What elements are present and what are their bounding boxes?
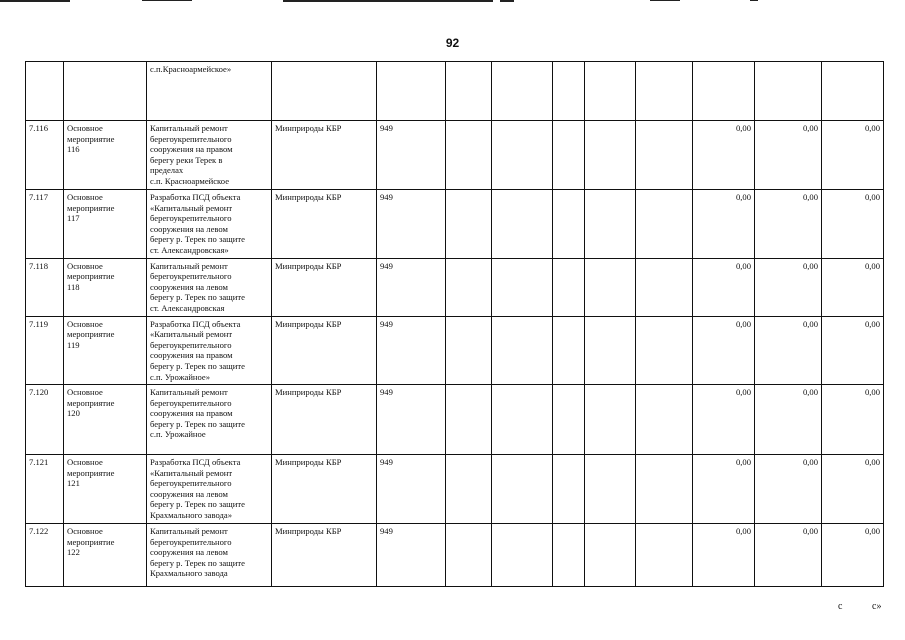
empty-cell xyxy=(446,455,492,524)
row-kind: Основное мероприятие 120 xyxy=(64,385,147,455)
row-number: 7.121 xyxy=(26,455,64,524)
table-row xyxy=(26,121,884,190)
row-value: 0,00 xyxy=(755,524,822,587)
row-value: 0,00 xyxy=(693,258,755,316)
scan-top-line xyxy=(0,0,70,2)
row-name: Разработка ПСД объекта «Капитальный ремонт берегоукрепительного сооружения на левом берегу р. Терек по защите Крахмального завода» xyxy=(147,455,272,524)
empty-cell xyxy=(585,455,636,524)
row-value: 0,00 xyxy=(693,385,755,455)
empty-cell xyxy=(492,385,553,455)
row-number: 7.120 xyxy=(26,385,64,455)
empty-cell xyxy=(636,385,693,455)
row-executor: Минприроды КБР xyxy=(272,524,377,587)
row-value xyxy=(755,62,822,121)
row-code: 949 xyxy=(377,524,446,587)
empty-cell xyxy=(585,190,636,259)
empty-cell xyxy=(636,524,693,587)
row-number xyxy=(26,62,64,121)
empty-cell xyxy=(585,524,636,587)
row-value: 0,00 xyxy=(755,258,822,316)
empty-cell xyxy=(585,385,636,455)
empty-cell xyxy=(553,62,585,121)
empty-cell xyxy=(492,62,553,121)
empty-cell xyxy=(553,316,585,385)
row-value: 0,00 xyxy=(755,385,822,455)
table-row xyxy=(26,455,884,524)
row-value: 0,00 xyxy=(822,455,884,524)
scan-top-line xyxy=(283,0,493,2)
empty-cell xyxy=(492,121,553,190)
row-value: 0,00 xyxy=(693,524,755,587)
row-name: Капитальный ремонт берегоукрепительного сооружения на правом берегу реки Терек в пределах с.п. Красноармейское xyxy=(147,121,272,190)
empty-cell xyxy=(636,62,693,121)
row-kind: Основное мероприятие 121 xyxy=(64,455,147,524)
row-value: 0,00 xyxy=(822,190,884,259)
empty-cell xyxy=(446,316,492,385)
row-executor: Минприроды КБР xyxy=(272,316,377,385)
row-code: 949 xyxy=(377,316,446,385)
scan-top-line xyxy=(500,0,514,2)
empty-cell xyxy=(553,121,585,190)
empty-cell xyxy=(636,258,693,316)
empty-cell xyxy=(446,62,492,121)
scan-top-line xyxy=(650,0,680,1)
row-code: 949 xyxy=(377,258,446,316)
empty-cell xyxy=(492,190,553,259)
empty-cell xyxy=(553,385,585,455)
empty-cell xyxy=(553,258,585,316)
empty-cell xyxy=(446,121,492,190)
row-kind: Основное мероприятие 122 xyxy=(64,524,147,587)
row-number: 7.118 xyxy=(26,258,64,316)
empty-cell xyxy=(492,316,553,385)
row-value: 0,00 xyxy=(755,455,822,524)
row-kind: Основное мероприятие 117 xyxy=(64,190,147,259)
empty-cell xyxy=(585,316,636,385)
row-value: 0,00 xyxy=(822,316,884,385)
row-value: 0,00 xyxy=(822,258,884,316)
table-row xyxy=(26,316,884,385)
row-value xyxy=(822,62,884,121)
empty-cell xyxy=(636,316,693,385)
row-number: 7.117 xyxy=(26,190,64,259)
row-value: 0,00 xyxy=(693,190,755,259)
row-value: 0,00 xyxy=(822,121,884,190)
table-row xyxy=(26,190,884,259)
row-code: 949 xyxy=(377,121,446,190)
empty-cell xyxy=(446,385,492,455)
footer-mark: с» xyxy=(872,601,882,612)
row-kind: Основное мероприятие 118 xyxy=(64,258,147,316)
empty-cell xyxy=(492,455,553,524)
row-executor xyxy=(272,62,377,121)
table-row xyxy=(26,62,884,121)
row-value: 0,00 xyxy=(822,385,884,455)
page-number: 92 xyxy=(445,36,460,50)
row-executor: Минприроды КБР xyxy=(272,190,377,259)
row-number: 7.122 xyxy=(26,524,64,587)
row-name: Разработка ПСД объекта «Капитальный ремонт берегоукрепительного сооружения на правом берегу р. Терек по защите с.п. Урожайное» xyxy=(147,316,272,385)
row-value xyxy=(693,62,755,121)
empty-cell xyxy=(585,258,636,316)
row-executor: Минприроды КБР xyxy=(272,121,377,190)
footer-mark: с xyxy=(838,601,843,612)
table-row xyxy=(26,258,884,316)
empty-cell xyxy=(492,258,553,316)
empty-cell xyxy=(553,524,585,587)
empty-cell xyxy=(446,190,492,259)
row-name: Капитальный ремонт берегоукрепительного сооружения на левом берегу р. Терек по защите Крахмального завода xyxy=(147,524,272,587)
row-code: 949 xyxy=(377,190,446,259)
row-code: 949 xyxy=(377,385,446,455)
empty-cell xyxy=(636,121,693,190)
empty-cell xyxy=(553,455,585,524)
row-executor: Минприроды КБР xyxy=(272,385,377,455)
row-value: 0,00 xyxy=(693,316,755,385)
row-value: 0,00 xyxy=(693,455,755,524)
empty-cell xyxy=(585,121,636,190)
scan-top-line xyxy=(142,0,192,1)
table-row xyxy=(26,524,884,587)
empty-cell xyxy=(636,455,693,524)
row-code: 949 xyxy=(377,455,446,524)
row-value: 0,00 xyxy=(693,121,755,190)
program-table xyxy=(25,61,884,587)
row-number: 7.119 xyxy=(26,316,64,385)
row-number: 7.116 xyxy=(26,121,64,190)
row-name: Капитальный ремонт берегоукрепительного сооружения на правом берегу р. Терек по защите с.п. Урожайное xyxy=(147,385,272,455)
empty-cell xyxy=(492,524,553,587)
scan-top-line xyxy=(750,0,758,1)
row-name: Капитальный ремонт берегоукрепительного сооружения на левом берегу р. Терек по защите ст. Александровская xyxy=(147,258,272,316)
empty-cell xyxy=(585,62,636,121)
row-name: с.п.Красноармейское» xyxy=(147,62,272,121)
row-kind: Основное мероприятие 116 xyxy=(64,121,147,190)
row-kind xyxy=(64,62,147,121)
row-executor: Минприроды КБР xyxy=(272,455,377,524)
row-value: 0,00 xyxy=(755,121,822,190)
row-name: Разработка ПСД объекта «Капитальный ремонт берегоукрепительного сооружения на левом берегу р. Терек по защите ст. Александровская» xyxy=(147,190,272,259)
row-kind: Основное мероприятие 119 xyxy=(64,316,147,385)
empty-cell xyxy=(553,190,585,259)
empty-cell xyxy=(636,190,693,259)
row-code xyxy=(377,62,446,121)
row-value: 0,00 xyxy=(755,316,822,385)
empty-cell xyxy=(446,524,492,587)
table-row xyxy=(26,385,884,455)
row-value: 0,00 xyxy=(755,190,822,259)
row-value: 0,00 xyxy=(822,524,884,587)
row-executor: Минприроды КБР xyxy=(272,258,377,316)
empty-cell xyxy=(446,258,492,316)
